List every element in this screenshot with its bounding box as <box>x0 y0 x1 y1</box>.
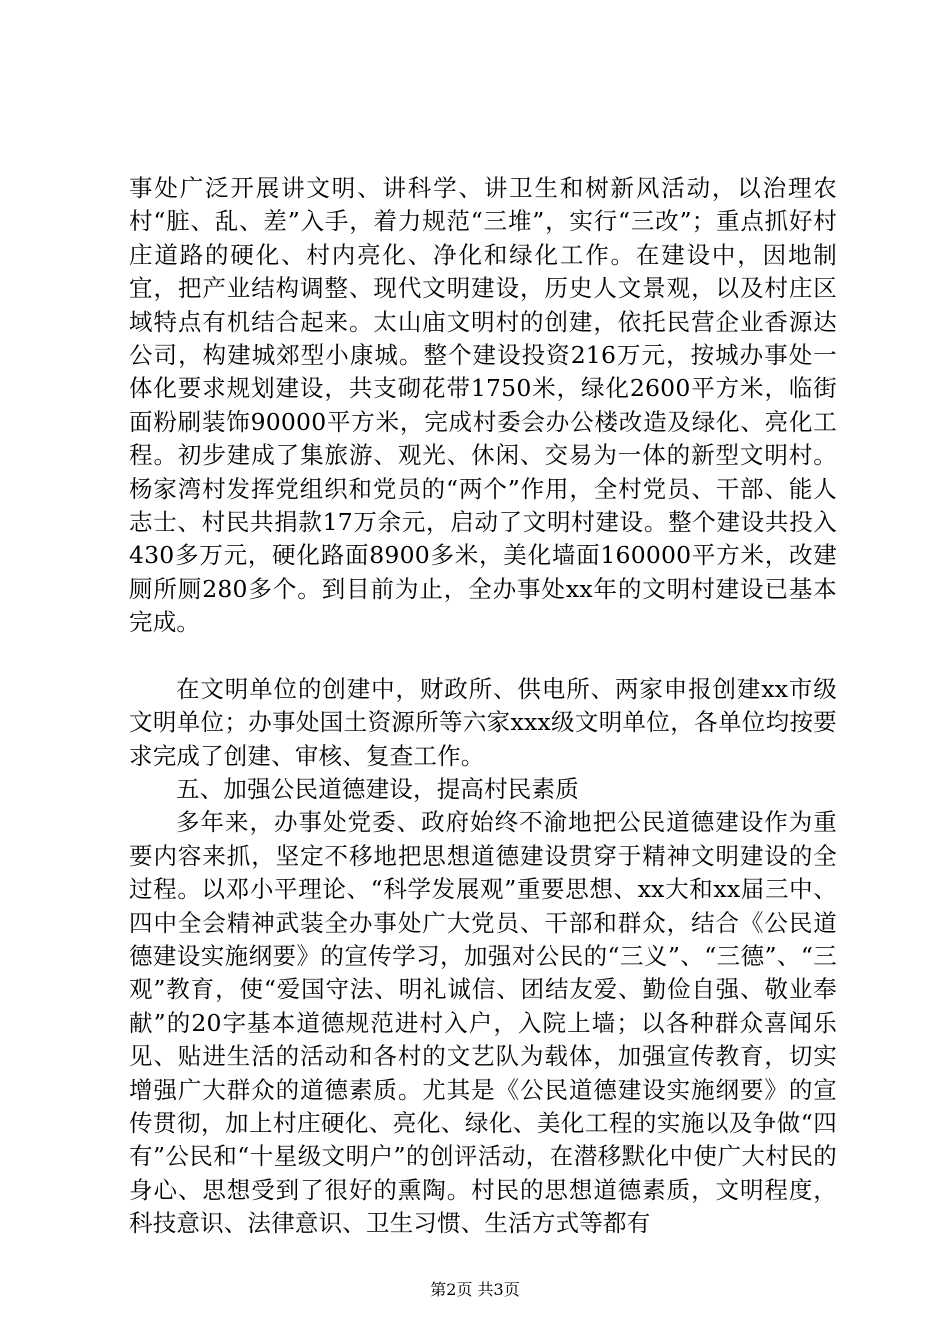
document-body <box>129 172 837 1241</box>
paragraph-village-construction: 事处广泛开展讲文明、讲科学、讲卫生和树新风活动，以治理农村“脏、乱、差”入手，着力规范“三堆”，实行“三改”；重点抓好村庄道路的硬化、村内亮化、净化和绿化工作。在建设中，因地制宜，把产业结构调整、现代文明建设，历史人文景观，以及村庄区域特点有机结合起来。太山庙文明村的创建，依托民营企业香源达公司，构建城郊型小康城。整个建设投资216万元，按城办事处一体化要求规划建设，共支砌花带1750米，绿化2600平方米，临街面粉刷装饰90000平方米，完成村委会办公楼改造及绿化、亮化工程。初步建成了集旅游、观光、休闲、交易为一体的新型文明村。杨家湾村发挥党组织和党员的“两个”作用，全村党员、干部、能人志士、村民共捐款17万余元，启动了文明村建设。整个建设共投入430多万元，硬化路面8900多米，美化墙面160000平方米，改建厕所厕280多个。到目前为止，全办事处xx年的文明村建设已基本完成。 <box>129 174 837 637</box>
paragraph-moral-construction: 多年来，办事处党委、政府始终不渝地把公民道德建设作为重要内容来抓，坚定不移地把思想道德建设贯穿于精神文明建设的全过程。以邓小平理论、“科学发展观”重要思想、xx大和xx届三中、四中全会精神武装全办事处广大党员、干部和群众，结合《公民道德建设实施纲要》的宣传学习，加强对公民的“三义”、“三德”、“三观”教育，使“爱国守法、明礼诚信、团结友爱、勤俭自强、敬业奉献”的20字基本道德规范进村入户，入院上墙；以各种群众喜闻乐见、贴进生活的活动和各村的文艺队为载体，加强宣传教育，切实增强广大群众的道德素质。尤其是《公民道德建设实施纲要》的宣传贯彻，加上村庄硬化、亮化、绿化、美化工程的实施以及争做“四有”公民和“十星级文明户”的创评活动，在潜移默化中使广大村民的身心、思想受到了很好的熏陶。村民的思想道德素质，文明程度，科技意识、法律意识、卫生习惯、生活方式等都有 <box>129 808 837 1238</box>
page-footer: 第2页 共3页 <box>430 1280 520 1299</box>
section-heading: 五、加强公民道德建设，提高村民素质 <box>176 774 579 803</box>
paragraph-civilized-units: 在文明单位的创建中，财政所、供电所、两家申报创建xx市级文明单位；办事处国土资源所等六家xxx级文明单位，各单位均按要求完成了创建、审核、复查工作。 <box>129 674 837 770</box>
